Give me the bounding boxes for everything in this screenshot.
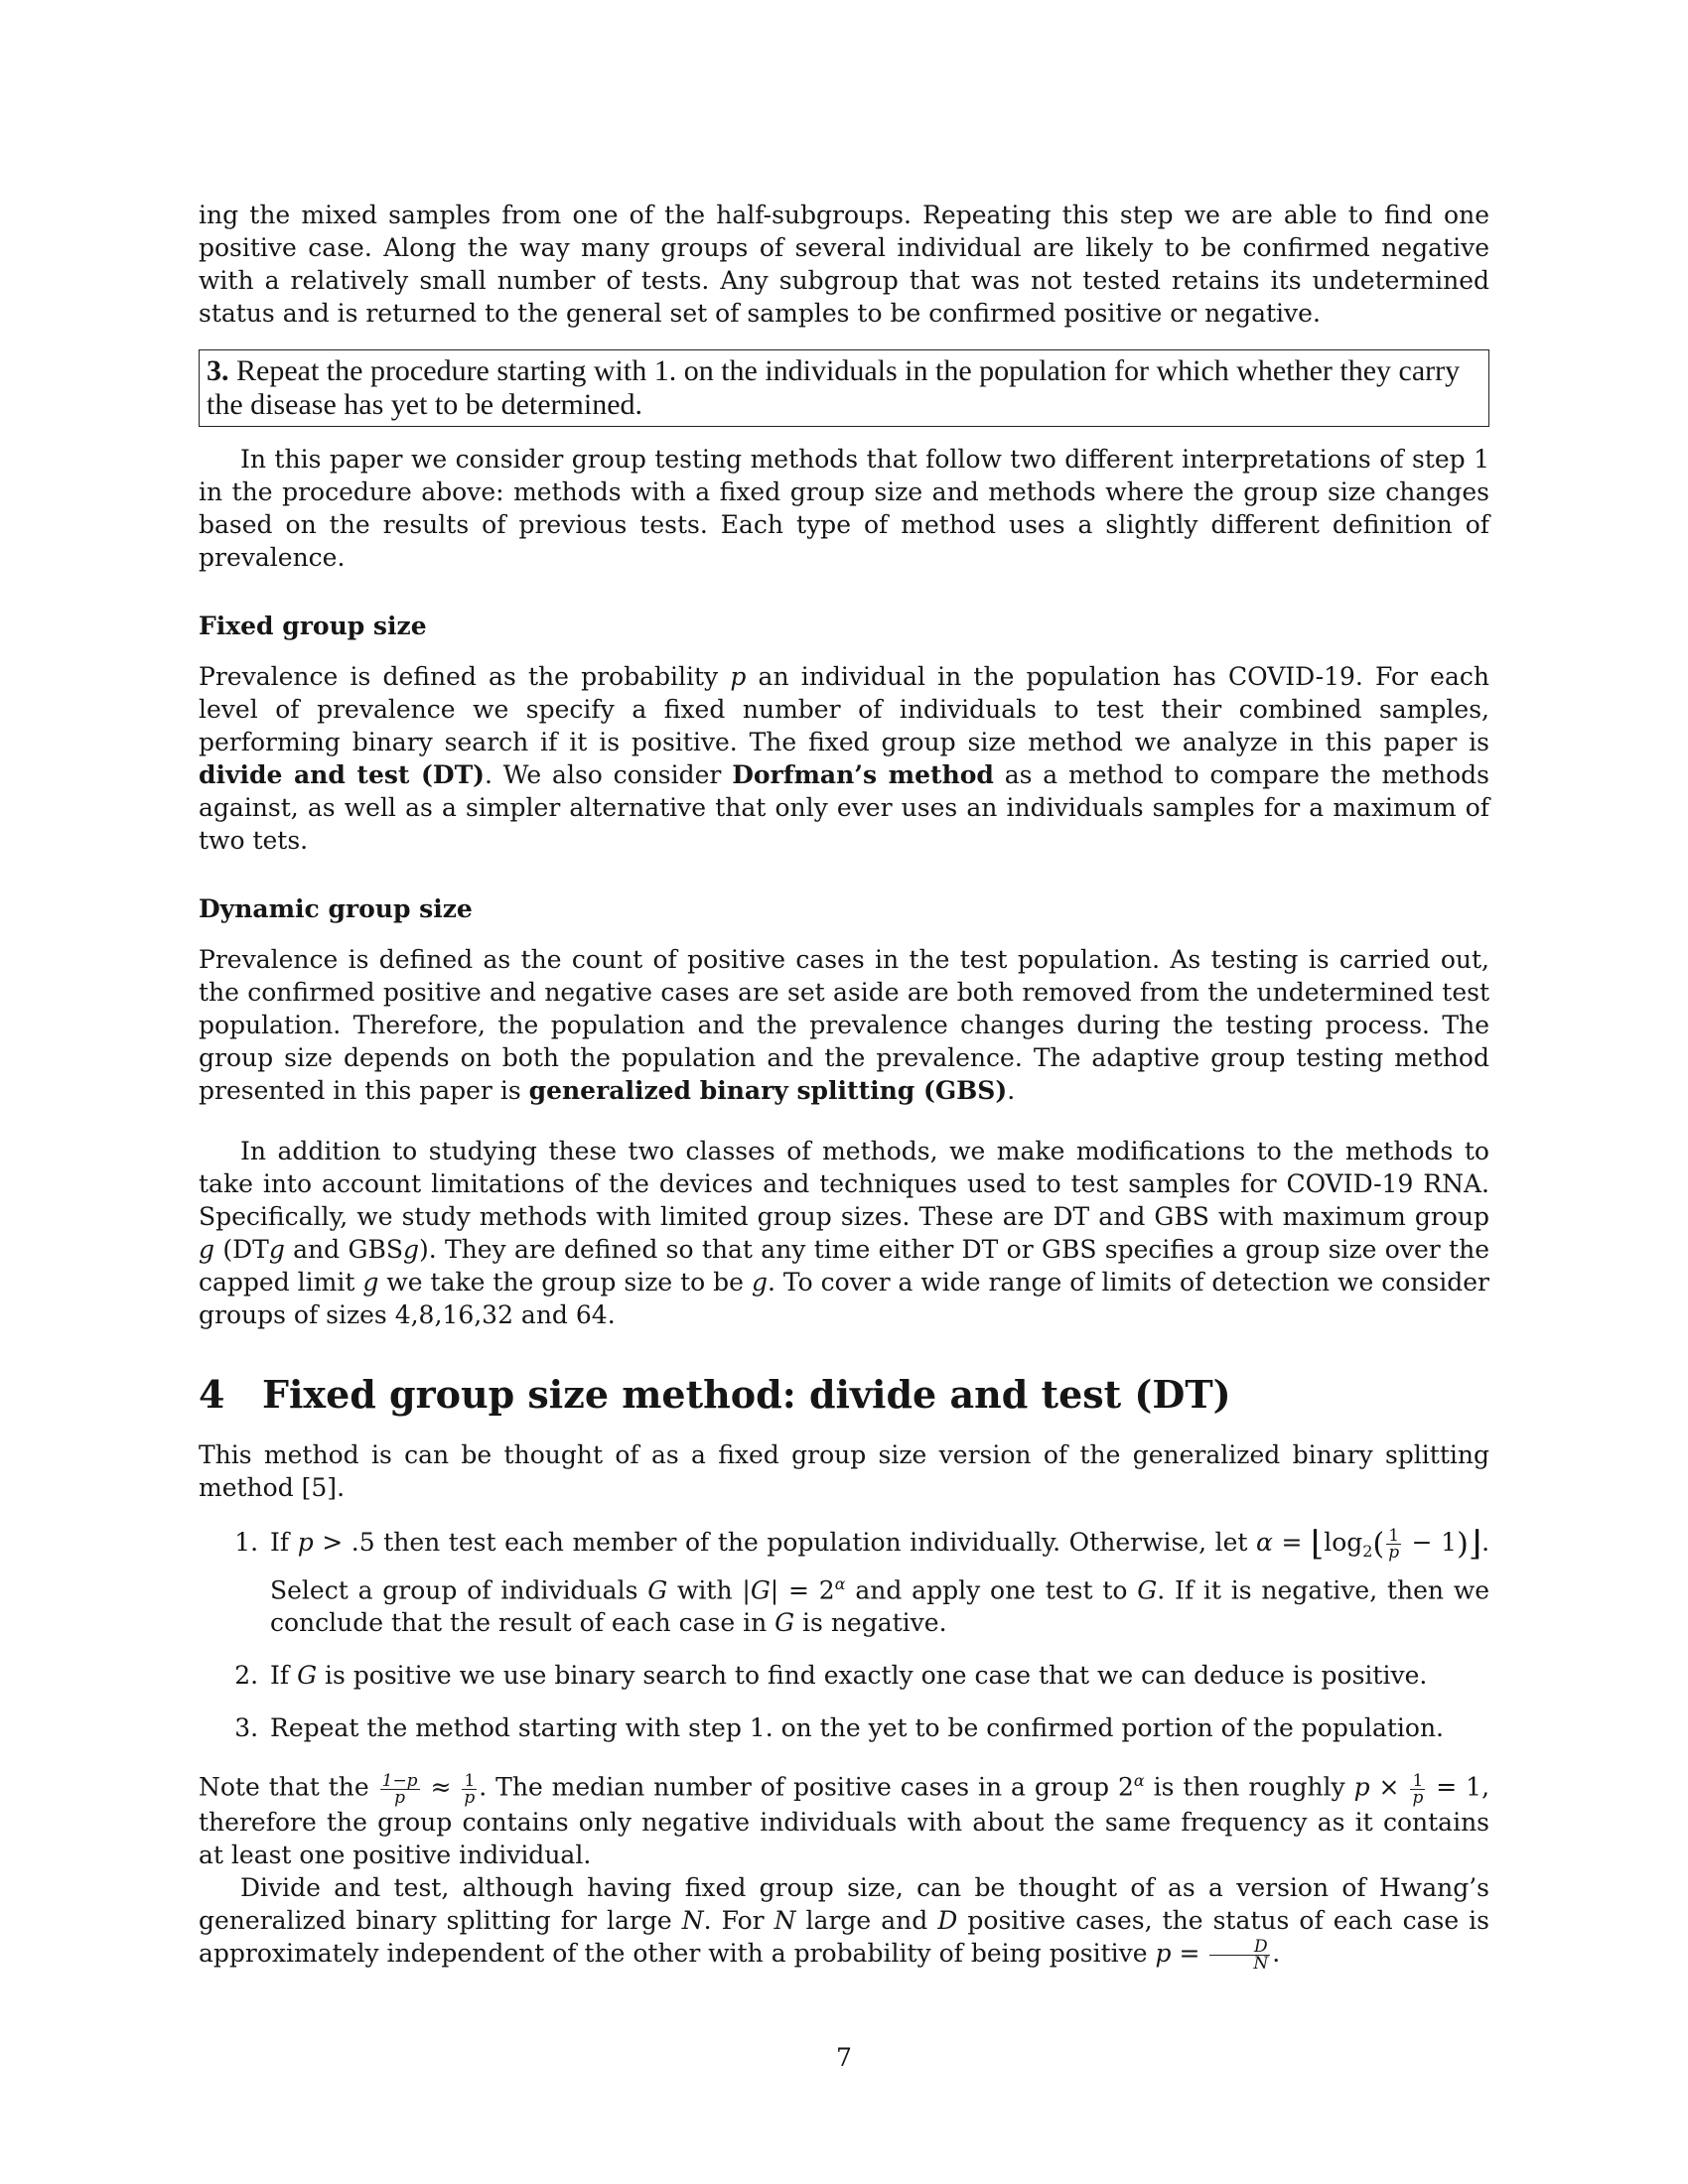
math-alpha: α [1256, 1528, 1273, 1557]
boxed-step-number: 3. [207, 354, 229, 387]
fraction-denominator: p [1388, 1543, 1400, 1563]
fraction-denominator: p [394, 1787, 406, 1808]
text-fragment: If [270, 1661, 298, 1691]
text-fragment: . [1007, 1076, 1016, 1105]
term-divide-and-test: divide and test (DT) [199, 760, 485, 789]
math-log-base: 2 [1362, 1542, 1373, 1561]
math-g: g [268, 1235, 285, 1264]
text-fragment: and apply one test to [845, 1575, 1138, 1605]
math-G: G [297, 1661, 318, 1691]
text-fragment: with | [667, 1575, 751, 1605]
fraction-denominator: p [464, 1787, 476, 1808]
text-fragment: . For [703, 1905, 774, 1935]
text-fragment: . We also consider [485, 760, 733, 789]
math-p: p [1155, 1938, 1172, 1968]
paragraph-fixed-group [199, 660, 1489, 857]
text-fragment: = 1, therefore the group contains only negative individuals with about the same frequency as it contains at least one positive individual. [199, 1772, 1490, 1869]
math-p: p [1353, 1772, 1370, 1802]
text-fragment: . If it is negative, then we conclude that the result of each case in [270, 1575, 1490, 1638]
text-fragment: large and [795, 1905, 938, 1935]
text-fragment: . [1272, 1938, 1281, 1968]
text-fragment: . To cover a wide range of limits of detection we consider groups of sizes 4,8,16,32 and 64. [199, 1268, 1490, 1329]
paragraph-limits [199, 1135, 1489, 1331]
text-fragment: = [1171, 1938, 1208, 1968]
boxed-step-text: Repeat the procedure starting with 1. on the individuals in the population for which whether they carry the disease has yet to be determined. [207, 354, 1461, 421]
paren-right: ) [1457, 1527, 1469, 1562]
text-fragment: − 1 [1403, 1528, 1458, 1557]
fraction-one-over-p [1386, 1528, 1401, 1561]
math-p: p [730, 662, 747, 691]
math-N: N [774, 1905, 796, 1935]
math-G: G [774, 1608, 795, 1638]
text-fragment: ≈ [421, 1772, 461, 1802]
paren-left: ( [1372, 1527, 1385, 1562]
fraction-D-over-N [1209, 1936, 1270, 1974]
hwang-paragraph [199, 1871, 1489, 1972]
boxed-step-3 [199, 349, 1489, 427]
paragraph-dynamic-group [199, 943, 1489, 1107]
math-p: p [297, 1528, 314, 1557]
math-N: N [681, 1905, 704, 1935]
fraction-denominator: N [1253, 1953, 1269, 1974]
text-fragment: is positive we use binary search to find exactly one case that we can deduce is positive. [317, 1661, 1428, 1691]
intro-paragraph: ing the mixed samples from one of the half-subgroups. Repeating this step we are able to find one positive case. Along the way many groups of several individual are likely to be confirmed negative with a relatively small number of tests. Any subgroup that was not tested retains its undetermined status and is returned to the general set of samples to be confirmed positive or negative. [199, 201, 1489, 328]
text-fragment: (DT [214, 1235, 269, 1264]
section-intro: This method is can be thought of as a fixed group size version of the generalized binary splitting method [5]. [199, 1440, 1489, 1502]
text-fragment: = [1272, 1528, 1311, 1557]
section-number: 4 [199, 1372, 225, 1417]
text-fragment: . The median number of positive cases in a group 2 [479, 1772, 1134, 1802]
math-g: g [362, 1268, 379, 1297]
math-g: g [402, 1235, 419, 1264]
text-fragment: positive cases, the status of each case is approximately independent of the other with a probability of being positive [199, 1905, 1489, 1968]
spacer [199, 1107, 1489, 1135]
fraction-numerator: 1 [1410, 1773, 1425, 1790]
math-log: log [1324, 1528, 1363, 1557]
text-fragment: as a method to compare the methods against, as well as a simpler alternative that only ever uses an individuals samples for a maximum of two tets. [199, 760, 1489, 855]
math-alpha-superscript: α [1133, 1771, 1145, 1791]
math-alpha-superscript: α [834, 1574, 846, 1593]
text-fragment: . Select a group of individuals [270, 1528, 1490, 1605]
floor-right: ⌋ [1468, 1524, 1482, 1564]
floor-left: ⌊ [1310, 1524, 1325, 1564]
math-g: g [751, 1268, 768, 1297]
math-G: G [750, 1575, 771, 1605]
heading-fixed-group-size: Fixed group size [199, 612, 427, 640]
term-generalized-binary-splitting: generalized binary splitting (GBS) [528, 1076, 1008, 1105]
section-heading [199, 1371, 1489, 1419]
fraction-numerator: 1 [1386, 1528, 1401, 1545]
section-title: Fixed group size method: divide and test (DT) [262, 1372, 1231, 1417]
method-step-2 [266, 1659, 1489, 1692]
math-g: g [199, 1235, 215, 1264]
method-step-1 [266, 1526, 1489, 1639]
text-fragment: Note that the [199, 1772, 378, 1802]
text-fragment: In addition to studying these two classes of methods, we make modifications to the methods to take into account limitations of the devices and techniques used to test samples for COVID-19 RNA. Specifically, we study methods with limited group sizes. These are DT and GBS with maximum group [199, 1137, 1489, 1231]
page-body [199, 199, 1489, 1972]
text-fragment: > .5 then test each member of the population individually. Otherwise, let [313, 1528, 1256, 1557]
text-fragment: Prevalence is defined as the probability [199, 662, 731, 691]
text-fragment: and GBS [284, 1235, 403, 1264]
fraction-numerator: D [1209, 1939, 1270, 1956]
fraction-numerator: 1 [462, 1773, 477, 1790]
note-paragraph [199, 1764, 1489, 1870]
text-fragment: ). They are defined so that any time either DT or GBS specifies a group size over the capped limit [199, 1235, 1489, 1297]
heading-dynamic-group-size: Dynamic group size [199, 894, 473, 923]
text-fragment: Prevalence is defined as the count of positive cases in the test population. As testing is carried out, the confirmed positive and negative cases are set aside are both removed from the undetermined test population. Therefore, the population and the prevalence changes during the testing process. The group size depends on both the population and the prevalence. The adaptive group testing method presented in this paper is [199, 945, 1489, 1105]
fraction-numerator: 1−p [381, 1770, 418, 1791]
math-G: G [647, 1575, 668, 1605]
text-fragment: we take the group size to be [378, 1268, 752, 1297]
fraction-one-over-p [462, 1770, 477, 1808]
fraction-one-minus-p-over-p [380, 1770, 420, 1808]
method-step-3: 3. Repeat the method starting with step 1. on the yet to be confirmed portion of the population. [266, 1711, 1489, 1744]
text-fragment: | = 2 [770, 1575, 835, 1605]
fraction-one-over-p [1410, 1770, 1425, 1808]
text-fragment: If [270, 1528, 298, 1557]
text-fragment: an individual in the population has COVID-19. For each level of prevalence we specify a fixed number of individuals to test their combined samples, performing binary search if it is positive. The fixed group size method we analyze in this paper is [199, 662, 1489, 756]
term-dorfman-method: Dorfman’s method [732, 760, 994, 789]
text-fragment: Divide and test, although having fixed group size, can be thought of as a version of Hwang’s generalized binary splitting for large [199, 1872, 1489, 1935]
text-fragment: is negative. [794, 1608, 947, 1638]
text-fragment: is then roughly [1144, 1772, 1354, 1802]
math-G: G [1137, 1575, 1158, 1605]
math-D: D [937, 1905, 958, 1935]
paragraph-interpretations: In this paper we consider group testing methods that follow two different interpretations of step 1 in the procedure above: methods with a fixed group size and methods where the group size changes based on the results of previous tests. Each type of method uses a slightly different definition of prevalence. [199, 445, 1489, 572]
method-steps-list [199, 1526, 1489, 1744]
text-fragment: × [1369, 1772, 1409, 1802]
page-number: 7 [836, 2043, 852, 2072]
fraction-denominator: p [1412, 1787, 1424, 1808]
